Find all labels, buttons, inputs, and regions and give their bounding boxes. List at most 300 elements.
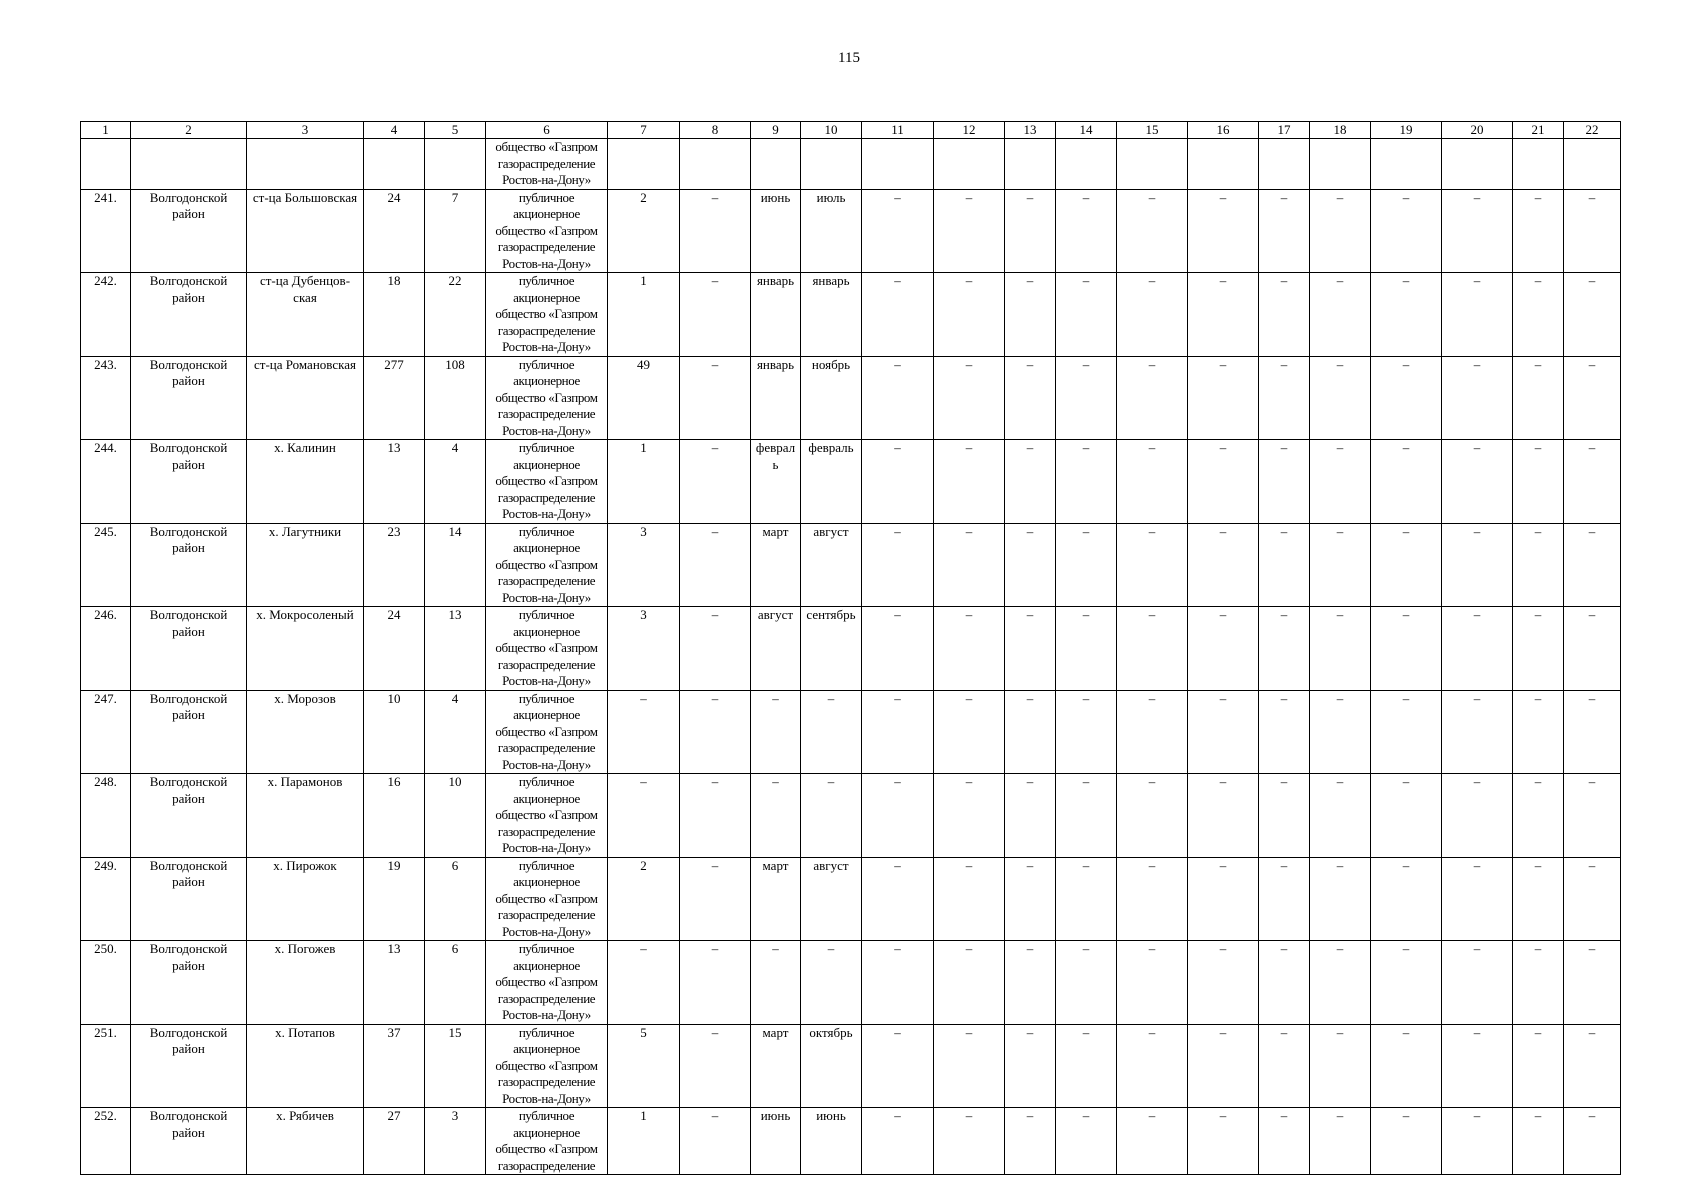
district-cell [131,857,247,941]
text-line: Ростов-на-Дону» [502,1007,591,1022]
text-line: район [172,289,205,305]
text-line: акционерное [513,540,580,555]
cell-col-20: – [1442,189,1513,273]
settlement-cell [247,607,364,691]
table-row [81,607,1621,691]
text-line: публичное [518,607,575,622]
cell-col-4: 37 [364,1024,425,1108]
column-header-21: 21 [1513,122,1564,139]
cell-col-13: – [1005,1024,1056,1108]
district-cell [131,1024,247,1108]
cell-col-7: 5 [608,1024,680,1108]
cell-col-21: – [1513,941,1564,1025]
cell-col-17: – [1259,941,1310,1025]
settlement-cell [247,273,364,357]
text-line: газораспределение [497,990,596,1006]
text-line: Ростов-на-Дону» [502,255,591,271]
cell-col-22: – [1564,1024,1621,1108]
text-line: акционерное [513,373,580,388]
cell-col-15: – [1117,774,1188,858]
organization-cell [486,523,608,607]
row-number: 247. [81,690,131,774]
settlement-cell [247,690,364,774]
cell-col-19: – [1371,1024,1442,1108]
column-header-11: 11 [862,122,934,139]
cell-col-17: – [1259,607,1310,691]
cell-col-20: – [1442,1024,1513,1108]
table-row [81,1108,1621,1175]
cell-col-5: 6 [425,941,486,1025]
cell-col-11: – [862,857,934,941]
row-number: 249. [81,857,131,941]
text-line: Волгодонской [149,1024,228,1040]
cell-col-19: – [1371,273,1442,357]
cell-col-20: – [1442,440,1513,524]
cell-col-11: – [862,273,934,357]
column-header-16: 16 [1188,122,1259,139]
cell-col-15: – [1117,523,1188,607]
cell-col-19: – [1371,690,1442,774]
text-line: общество «Газпром [495,473,598,488]
settlement-cell [247,440,364,524]
cell-col-19: – [1371,857,1442,941]
column-header-10: 10 [801,122,862,139]
cell-col-9: – [751,941,801,1025]
cell-col-22: – [1564,273,1621,357]
text-line: общество «Газпром [495,807,598,822]
cell-col-13 [1005,139,1056,190]
cell-col-15: – [1117,1024,1188,1108]
row-number: 243. [81,356,131,440]
cell-col-15: – [1117,857,1188,941]
text-line: газораспределение [497,406,596,421]
cell-col-21 [1513,139,1564,190]
cell-col-11: – [862,1024,934,1108]
cell-col-5: 7 [425,189,486,273]
text-line: Ростов-на-Дону» [502,172,591,187]
text-line: общество «Газпром [495,1057,598,1073]
cell-col-12: – [934,690,1005,774]
cell-col-4: 18 [364,273,425,357]
cell-col-12: – [934,607,1005,691]
cell-col-7: 1 [608,440,680,524]
text-line: х. Морозов [274,690,336,706]
cell-col-17: – [1259,189,1310,273]
cell-col-22: – [1564,523,1621,607]
cell-col-16: – [1188,690,1259,774]
cell-col-16: – [1188,857,1259,941]
text-line: публичное [518,356,575,372]
cell-col-11: – [862,189,934,273]
cell-col-14: – [1056,774,1117,858]
cell-col-8: – [680,356,751,440]
cell-col-13: – [1005,440,1056,524]
settlement-cell [247,1108,364,1175]
text-line: район [172,540,205,555]
text-line: общество «Газпром [495,890,598,906]
cell-col-11: – [862,690,934,774]
text-line: Волгодонской [149,690,228,706]
column-header-4: 4 [364,122,425,139]
cell-col-19 [1371,139,1442,190]
cell-col-20: – [1442,523,1513,607]
cell-col-14 [1056,139,1117,190]
text-line: ст-ца Дубенцов- [259,273,351,288]
cell-col-12: – [934,774,1005,858]
cell-col-10: февраль [801,440,862,524]
text-line: х. Парамонов [267,774,343,789]
text-line: район [172,790,205,806]
cell-col-22: – [1564,941,1621,1025]
cell-col-12: – [934,941,1005,1025]
cell-col-13: – [1005,774,1056,858]
cell-col-16: – [1188,1024,1259,1108]
cell-col-12: – [934,356,1005,440]
cell-col-19: – [1371,941,1442,1025]
cell-col-18: – [1310,189,1371,273]
cell-col-19: – [1371,523,1442,607]
text-line: Ростов-на-Дону» [502,673,591,688]
cell-col-18: – [1310,690,1371,774]
cell-col-11: – [862,774,934,858]
text-line: ст-ца Романовская [254,356,356,372]
cell-col-8: – [680,440,751,524]
cell-col-12: – [934,1024,1005,1108]
cell-col-10: июнь [801,1108,862,1175]
cell-col-7: 1 [608,1108,680,1175]
cell-col-9: март [751,857,801,941]
cell-col-3 [247,139,364,190]
district-cell [131,189,247,273]
text-line: х. Погожев [274,941,336,956]
text-line: район [172,957,205,973]
cell-col-15: – [1117,356,1188,440]
cell-col-7 [608,139,680,190]
cell-col-20: – [1442,1108,1513,1175]
district-cell [131,440,247,524]
cell-col-18: – [1310,273,1371,357]
row-number: 242. [81,273,131,357]
cell-col-18: – [1310,941,1371,1025]
cell-col-13: – [1005,523,1056,607]
text-line: Волгодонской [149,356,228,372]
row-number: 248. [81,774,131,858]
cell-col-11: – [862,356,934,440]
text-line: Волгодонской [149,523,228,539]
cell-col-12: – [934,440,1005,524]
cell-col-16: – [1188,189,1259,273]
cell-col-5: 14 [425,523,486,607]
settlement-cell [247,857,364,941]
cell-col-7: 2 [608,857,680,941]
cell-col-4: 13 [364,941,425,1025]
cell-col-5: 4 [425,440,486,524]
organization-cell [486,440,608,524]
text-line: район [172,456,205,472]
cell-col-12: – [934,523,1005,607]
cell-col-20: – [1442,607,1513,691]
cell-col-14: – [1056,523,1117,607]
column-header-1: 1 [81,122,131,139]
cell-col-15: – [1117,690,1188,774]
text-line: район [172,1041,205,1056]
cell-col-14: – [1056,857,1117,941]
district-cell [131,774,247,858]
cell-col-8: – [680,857,751,941]
text-line: акционерное [513,1124,580,1140]
cell-col-15 [1117,139,1188,190]
text-line: Волгодонской [149,273,228,288]
organization-cell [486,189,608,273]
cell-col-8: – [680,690,751,774]
cell-col-13: – [1005,273,1056,357]
organization-cell [486,356,608,440]
cell-col-4: 23 [364,523,425,607]
cell-col-5: 10 [425,774,486,858]
column-header-22: 22 [1564,122,1621,139]
cell-col-5: 13 [425,607,486,691]
row-number: 241. [81,189,131,273]
column-header-2: 2 [131,122,247,139]
cell-col-14: – [1056,941,1117,1025]
column-header-17: 17 [1259,122,1310,139]
table-row [81,523,1621,607]
text-line: общество «Газпром [495,974,598,989]
cell-col-21: – [1513,189,1564,273]
district-cell [131,356,247,440]
text-line: Ростов-на-Дону» [502,923,591,939]
cell-col-13: – [1005,690,1056,774]
column-header-12: 12 [934,122,1005,139]
cell-col-11: – [862,1108,934,1175]
cell-col-13: – [1005,941,1056,1025]
cell-col-16: – [1188,1108,1259,1175]
row-number: 244. [81,440,131,524]
text-line: Волгодонской [149,189,228,205]
cell-col-14: – [1056,356,1117,440]
cell-col-8: – [680,774,751,858]
cell-col-17: – [1259,774,1310,858]
cell-col-10: август [801,523,862,607]
cell-col-12: – [934,189,1005,273]
text-line: публичное [518,1108,575,1123]
text-line: общество «Газпром [495,389,598,405]
cell-col-10: – [801,774,862,858]
organization-cell [486,941,608,1025]
cell-col-21: – [1513,273,1564,357]
settlement-cell [247,941,364,1025]
cell-col-15: – [1117,1108,1188,1175]
cell-col-9: январь [751,273,801,357]
cell-col-16 [1188,139,1259,190]
cell-col-18: – [1310,857,1371,941]
cell-col-15: – [1117,941,1188,1025]
cell-col-14: – [1056,607,1117,691]
text-line: газораспределение [497,656,596,672]
cell-col-15: – [1117,607,1188,691]
cell-col-17: – [1259,690,1310,774]
text-line: газораспределение [497,1074,596,1089]
organization-cell [486,1024,608,1108]
cell-col-10: январь [801,273,862,357]
table-row [81,774,1621,858]
organization-cell [486,857,608,941]
organization-cell [486,607,608,691]
cell-col-19: – [1371,356,1442,440]
text-line: ская [293,289,317,305]
table-row [81,941,1621,1025]
cell-col-11: – [862,607,934,691]
text-line: район [172,874,205,889]
text-line: газораспределение [497,573,596,588]
cell-col-19: – [1371,1108,1442,1175]
text-line: газораспределение [497,907,596,922]
cell-col-14: – [1056,273,1117,357]
cell-col-13: – [1005,189,1056,273]
cell-col-9: август [751,607,801,691]
cell-col-10: август [801,857,862,941]
cell-col-12: – [934,1108,1005,1175]
cell-col-9: январь [751,356,801,440]
column-header-6: 6 [486,122,608,139]
text-line: х. Пирожок [273,857,337,873]
cell-col-14: – [1056,1024,1117,1108]
cell-col-8: – [680,1108,751,1175]
column-header-9: 9 [751,122,801,139]
cell-col-20: – [1442,857,1513,941]
cell-col-8: – [680,1024,751,1108]
text-line: Ростов-на-Дону» [502,589,591,605]
district-cell [131,1108,247,1175]
cell-col-5 [425,139,486,190]
cell-col-10: – [801,690,862,774]
settlement-cell [247,356,364,440]
cell-col-16: – [1188,774,1259,858]
cell-col-16: – [1188,440,1259,524]
cell-col-21: – [1513,523,1564,607]
cell-col-4: 10 [364,690,425,774]
cell-col-11: – [862,440,934,524]
cell-col-17: – [1259,440,1310,524]
text-line: акционерное [513,456,580,472]
cell-col-7: 3 [608,607,680,691]
table-row [81,690,1621,774]
cell-col-20: – [1442,774,1513,858]
data-table [80,121,1621,1175]
cell-col-22: – [1564,690,1621,774]
cell-col-18: – [1310,1024,1371,1108]
cell-col-7: 1 [608,273,680,357]
text-line: х. Калинин [274,440,336,455]
text-line: Ростов-на-Дону» [502,756,591,772]
cell-col-14: – [1056,189,1117,273]
text-line: Ростов-на-Дону» [502,422,591,438]
cell-col-8: – [680,189,751,273]
text-line: акционерное [513,957,580,973]
cell-col-21: – [1513,1108,1564,1175]
text-line: газораспределение [497,740,596,755]
cell-col-20: – [1442,356,1513,440]
text-line: общество «Газпром [495,1141,598,1156]
cell-col-22 [1564,139,1621,190]
cell-col-22: – [1564,1108,1621,1175]
cell-col-12 [934,139,1005,190]
cell-col-9: – [751,690,801,774]
text-line: общество «Газпром [495,139,598,154]
text-line: Волгодонской [149,440,228,455]
cell-col-8: – [680,607,751,691]
text-line: Ростов-на-Дону» [502,506,591,521]
column-header-3: 3 [247,122,364,139]
cell-col-17 [1259,139,1310,190]
text-line: акционерное [513,206,580,221]
text-line: общество «Газпром [495,222,598,238]
cell-col-7: 2 [608,189,680,273]
cell-col-21: – [1513,690,1564,774]
text-line: район [172,623,205,639]
cell-col-2 [131,139,247,190]
cell-col-4: 24 [364,189,425,273]
cell-col-16: – [1188,356,1259,440]
text-line: акционерное [513,289,580,305]
cell-col-9: март [751,1024,801,1108]
column-header-18: 18 [1310,122,1371,139]
district-cell [131,523,247,607]
cell-col-16: – [1188,941,1259,1025]
cell-col-17: – [1259,1108,1310,1175]
cell-col-15: – [1117,189,1188,273]
cell-col-21: – [1513,440,1564,524]
cell-col-8 [680,139,751,190]
cell-col-7: – [608,941,680,1025]
cell-col-17: – [1259,857,1310,941]
cell-col-19: – [1371,189,1442,273]
text-line: акционерное [513,874,580,889]
district-cell [131,273,247,357]
cell-col-18: – [1310,1108,1371,1175]
cell-col-5: 6 [425,857,486,941]
cell-col-13: – [1005,857,1056,941]
cell-col-9: март [751,523,801,607]
row-number: 251. [81,1024,131,1108]
text-line: общество «Газпром [495,306,598,321]
cell-col-5: 108 [425,356,486,440]
text-line: акционерное [513,790,580,806]
text-line: район [172,707,205,722]
text-line: газораспределение [497,489,596,505]
cell-col-10: ноябрь [801,356,862,440]
cell-col-20: – [1442,273,1513,357]
text-line: х. Лагутники [268,523,342,539]
cell-col-4: 16 [364,774,425,858]
cell-col-4: 277 [364,356,425,440]
text-line: газораспределение [497,1157,596,1173]
cell-col-11: – [862,941,934,1025]
cell-col-21: – [1513,356,1564,440]
cell-col-8: – [680,273,751,357]
cell-col-21: – [1513,607,1564,691]
cell-col-9: февраль [751,440,801,524]
text-line: Волгодонской [149,941,228,956]
cell-col-22: – [1564,189,1621,273]
table-row [81,356,1621,440]
text-line: публичное [518,690,575,706]
text-line: Ростов-на-Дону» [502,1090,591,1106]
column-header-7: 7 [608,122,680,139]
page-number: 115 [838,50,860,66]
settlement-cell [247,774,364,858]
cell-col-6 [486,139,608,190]
